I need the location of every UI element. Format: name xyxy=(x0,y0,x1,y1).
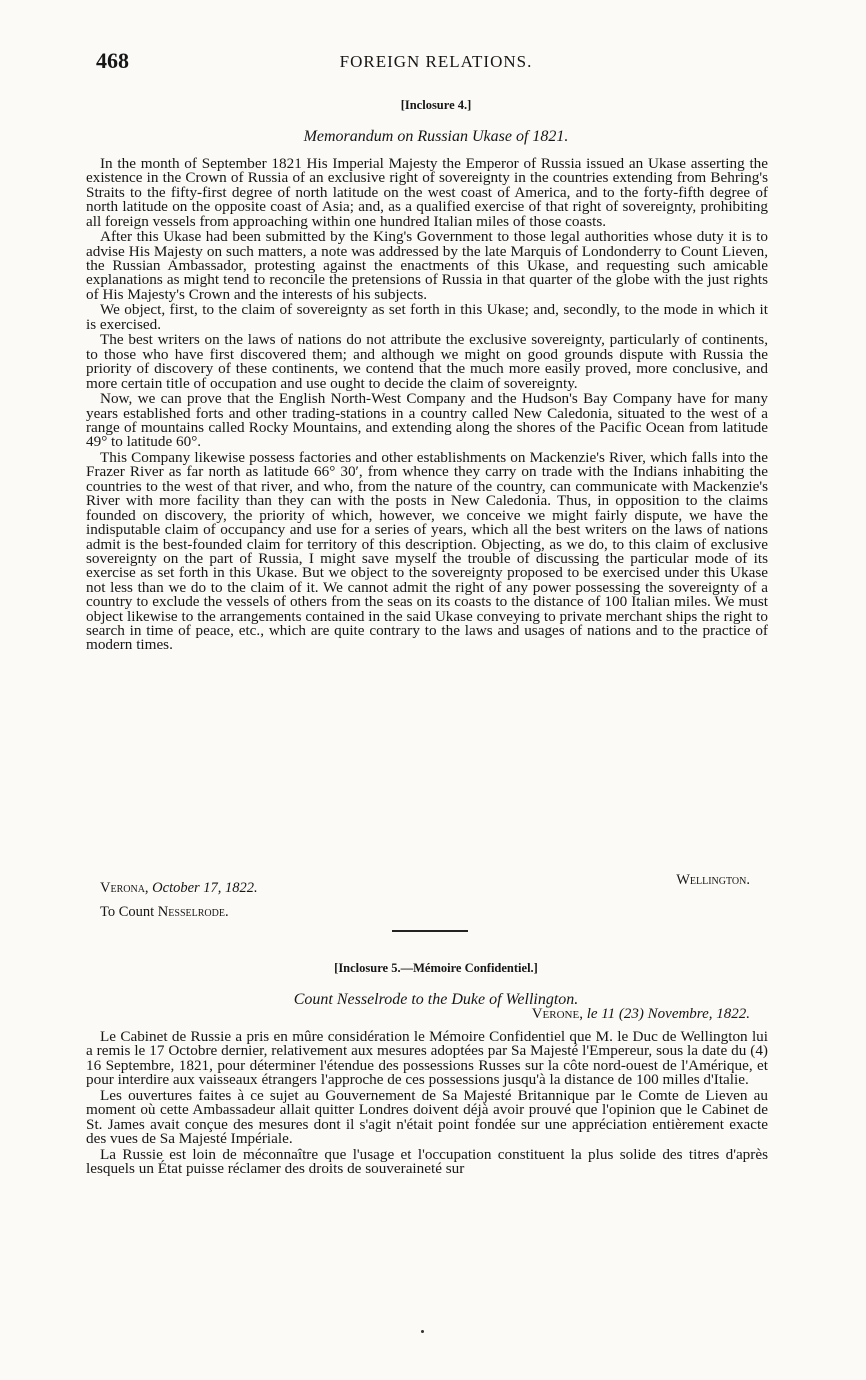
inclosure-4-label: [Inclosure 4.] xyxy=(400,98,472,112)
memorandum-paragraph: We object, first, to the claim of sovereignty as set forth in this Ukase; and, secondly, to the mode in which it is exercised. xyxy=(86,301,768,333)
section-divider xyxy=(392,930,468,932)
memorandum-paragraph: In the month of September 1821 His Imperial Majesty the Emperor of Russia issued an Ukase asserting the existence in the Crown of Russia of an exclusive right of sovereignty in the countries extending from Behring's Straits to the fifty-first degree of north latitude on the west coast of America, and to the forty-fifth degree of north latitude on the opposite coast of Asia; and, as a qualified exercise of that right of sovereignty, prohibiting all foreign vessels from approaching within one hundred Italian miles of those coasts. xyxy=(86,155,768,230)
running-title: FOREIGN RELATIONS. xyxy=(339,52,533,71)
memorandum-paragraph: Now, we can prove that the English North-West Company and the Hudson's Bay Company have for many years established forts and other trading-stations in a country called New Caledonia, situated to the west of a range of mountains called Rocky Mountains, and extending along the shores of the Pacific Ocean from latitude 49° to latitude 60°. xyxy=(86,390,768,451)
letter-body xyxy=(86,1030,768,1178)
memorandum-body xyxy=(86,157,768,654)
page-number: 468 xyxy=(96,48,129,73)
french-dateline-date: le 11 (23) Novembre, 1822. xyxy=(586,1006,750,1022)
dateline-date: October 17, 1822. xyxy=(152,880,258,896)
page-speck xyxy=(421,1330,424,1333)
dateline-place: Verona, xyxy=(100,880,149,896)
letter-paragraph: Les ouvertures faites à ce sujet au Gouvernement de Sa Majesté Britannique par le Comte de Lieven au moment où cette Ambassadeur allait quitter Londres doivent déjà avoir prouvé que l'opinion que le Cabinet de St. James avait conçue des mesures dont il s'agit n'était point fondée sur une appréciation entièrement exacte des vues de Sa Majesté Impériale. xyxy=(86,1086,768,1148)
letter-paragraph: Le Cabinet de Russie a pris en mûre considération le Mémoire Confidentiel que M. le Duc de Wellington lui a remis le 17 Octobre dernier, relativement aux mesures adoptées par Sa Majesté l'Empereur, sous la date du (4) 16 Septembre, 1821, pour déterminer l'étendue des possessions Russes sur la côte nord-ouest de l'Amérique, et pour interdire aux vaisseaux étrangers l'approche de ces possessions jusqu'à la distance de 100 milles d'Italie. xyxy=(86,1028,768,1089)
french-dateline-place: Verone, xyxy=(531,1006,583,1022)
memorandum-paragraph: After this Ukase had been submitted by the King's Government to those legal authorities whose duty it is to advise His Majesty on such matters, a note was addressed by the late Marquis of Londonderry to Count Lieven, the Russian Ambassador, protesting against the enactments of this Ukase, and requesting such amicable explanations as might tend to reconcile the pretensions of Russia in that quarter of the globe with the just rights of His Majesty's Crown and the interests of his subjects. xyxy=(86,228,768,303)
memorandum-paragraph: The best writers on the laws of nations do not attribute the exclusive sovereignty, particularly of continents, to those who have first discovered them; and although we might on good grounds dispute with Russia the priority of discovery of these continents, we contend that the much more easily proved, more conclusive, and more certain title of occupation and use ought to decide the claim of sovereignty. xyxy=(86,331,768,392)
addressee-name: Nesselrode. xyxy=(157,904,229,920)
dateline xyxy=(100,880,258,897)
addressee xyxy=(100,904,229,921)
memorandum-paragraph: This Company likewise possess factories and other establishments on Mackenzie's River, which falls into the Frazer River as far north as latitude 66° 30′, from whence they carry on trade with the Indians inhabiting the countries to the west of that river, and who, from the nature of the country, can communicate with Mackenzie's River with more facility than they can with the posts in New Caledonia. Thus, in opposition to the claims founded on discovery, the priority of which, however, we conceive we might fairly dispute, we have the indisputable claim of occupancy and use for a series of years, which all the best writers on the laws of nations admit is the best-founded claim for territory of this description. Objecting, as we do, to this claim of exclusive sovereignty on the part of Russia, I might save myself the trouble of discussing the particular mode of its exercise as set forth in this Ukase. But we object to the sovereignty proposed to be exercised under this Ukase not less than we do to the claim of it. We cannot admit the right of any power possessing the sovereignty of a country to exclude the vessels of others from the seas on its coasts to the distance of 100 Italian miles. We must object likewise to the arrangements contained in the said Ukase conveying to private merchant ships the right to search in time of peace, etc., which are quite contrary to the laws and usages of nations and to the practice of modern times. xyxy=(86,449,768,654)
letter-paragraph: La Russie est loin de méconnaître que l'usage et l'occupation constituent la plus solide des titres d'après lesquels un État puisse réclamer des droits de souveraineté sur xyxy=(86,1145,768,1178)
addressee-prefix: To Count xyxy=(100,904,155,920)
letter-title: Count Nesselrode to the Duke of Wellington. xyxy=(293,991,579,1008)
memorandum-title: Memorandum on Russian Ukase of 1821. xyxy=(303,128,569,145)
inclosure-5-label: [Inclosure 5.—Mémoire Confidentiel.] xyxy=(334,961,538,975)
page-header xyxy=(96,48,776,82)
signature: Wellington. xyxy=(676,872,750,888)
french-dateline xyxy=(532,1006,750,1023)
